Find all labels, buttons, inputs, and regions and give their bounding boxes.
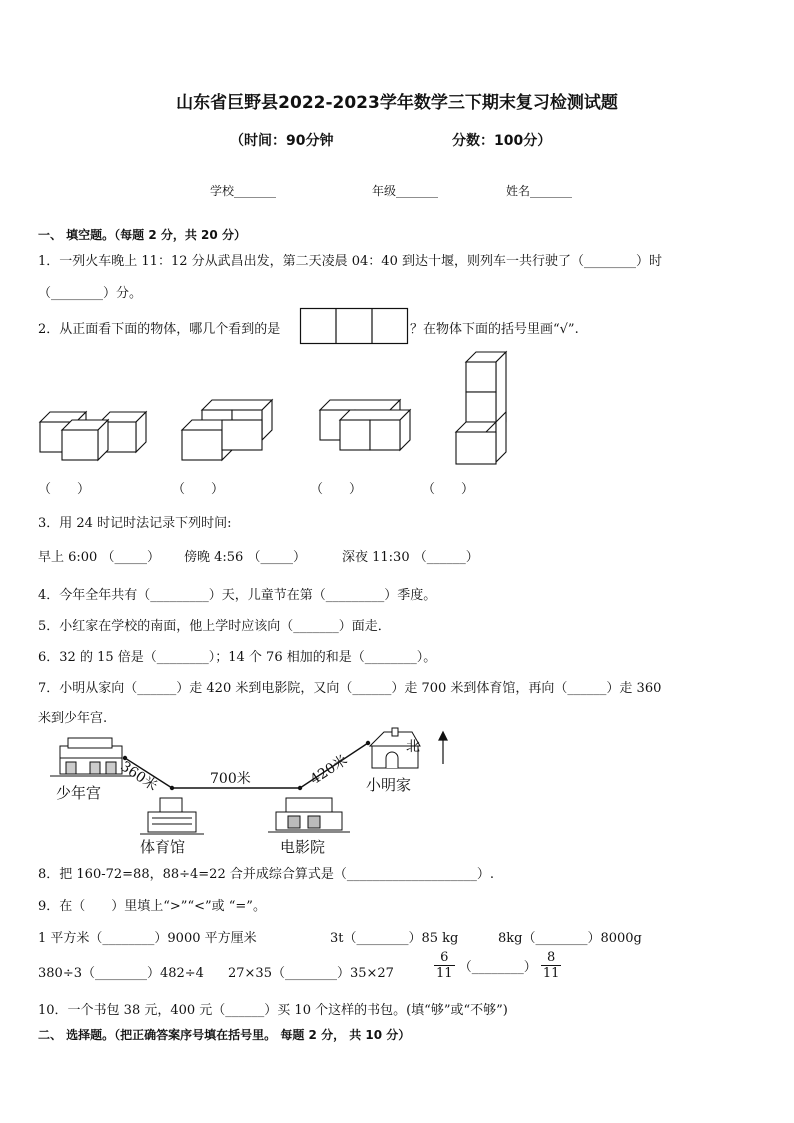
compare-5: 27×35（________）35×27 bbox=[228, 966, 394, 981]
fraction-6-11: $\frac{6}{11}$ bbox=[436, 950, 453, 981]
compare-2: 3t（________）85 kg bbox=[330, 931, 459, 946]
section-2-heading: 二、 选择题。（把正确答案序号填在括号里。 每题 2 分， 共 10 分） bbox=[38, 1028, 411, 1042]
grade-line: _______ bbox=[396, 184, 439, 198]
exam-time: （时间：90分钟 bbox=[230, 133, 334, 149]
question-10-text: 10．一个书包 38 元，400 元（______）买 10 个这样的书包。(填“够”或“不够”) bbox=[38, 1003, 508, 1018]
fraction-8-11: $\frac{8}{11}$ bbox=[542, 950, 560, 981]
page-title: 山东省巨野县2022-2023学年数学三下期末复习检测试题 bbox=[176, 93, 618, 113]
home-label: 小明家 bbox=[366, 776, 412, 794]
distance-420-label: 420米 bbox=[307, 752, 351, 788]
answer-paren-4: （ ） bbox=[422, 482, 475, 497]
three-square-view-figure bbox=[300, 308, 408, 344]
compare-4: 380÷3（________）482÷4 bbox=[38, 966, 204, 981]
question-2-text-b: ？在物体下面的括号里画“√”. bbox=[410, 322, 579, 337]
gym-icon bbox=[140, 798, 204, 834]
school-line: _______ bbox=[234, 184, 277, 198]
question-2-text-a: 2．从正面看下面的物体，哪几个看到的是 bbox=[38, 322, 281, 337]
grade-field bbox=[372, 182, 438, 199]
question-8-text: 8．把 160-72=88，88÷4=22 合并成综合算式是（____________________）. bbox=[38, 867, 494, 882]
name-line: _______ bbox=[530, 184, 573, 198]
grade-label: 年级 bbox=[372, 184, 397, 198]
youth-palace-label: 少年宫 bbox=[56, 784, 102, 802]
compare-1: 1 平方米（________）9000 平方厘米 bbox=[38, 931, 257, 946]
name-label: 姓名 bbox=[506, 184, 531, 198]
section-1-heading: 一、 填空题。（每题 2 分，共 20 分） bbox=[38, 228, 246, 242]
answer-paren-1: （ ） bbox=[38, 482, 91, 497]
exam-score: 分数：100分） bbox=[452, 133, 552, 149]
fraction-compare-blank: （________） bbox=[458, 960, 537, 975]
question-7-line2: 米到少年宫. bbox=[38, 711, 108, 726]
answer-paren-3: （ ） bbox=[310, 482, 363, 497]
question-5-text: 5．小红家在学校的南面，他上学时应该向（_______）面走． bbox=[38, 619, 391, 634]
distance-360-label: 360米 bbox=[117, 758, 161, 795]
question-4-text: 4．今年全年共有（_________）天，儿童节在第（_________）季度。 bbox=[38, 588, 437, 603]
question-1-line1: 1．一列火车晚上 11：12 分从武昌出发，第二天凌晨 04：40 到达十堰，则列车一共行驶了（________）时 bbox=[38, 254, 662, 269]
question-3-item-3: 深夜 11:30 （______） bbox=[342, 550, 479, 565]
cube-figure-2 bbox=[180, 398, 280, 466]
question-9-text: 9．在（ ）里填上“>”“<”或 “=”。 bbox=[38, 899, 266, 914]
gym-label: 体育馆 bbox=[140, 838, 186, 856]
name-field bbox=[506, 182, 572, 199]
north-arrow-icon bbox=[439, 732, 447, 764]
question-3-item-2: 傍晚 4:56 （_____） bbox=[184, 550, 306, 565]
question-3-item-1: 早上 6:00 （_____） bbox=[38, 550, 160, 565]
cinema-icon bbox=[268, 798, 350, 832]
cube-figure-1 bbox=[38, 400, 153, 465]
cube-figure-4 bbox=[454, 350, 514, 470]
compare-3: 8kg（________）8000g bbox=[498, 931, 642, 946]
distance-700-label: 700米 bbox=[210, 771, 251, 787]
question-1-line2: （________）分。 bbox=[38, 286, 143, 301]
cinema-label: 电影院 bbox=[280, 838, 326, 856]
cube-figure-3 bbox=[318, 398, 418, 464]
school-label: 学校 bbox=[210, 184, 235, 198]
question-6-text: 6．32 的 15 倍是（________）；14 个 76 相加的和是（________）。 bbox=[38, 650, 437, 665]
question-3-text: 3．用 24 时记时法记录下列时间: bbox=[38, 516, 232, 531]
question-7-line1: 7．小明从家向（______）走 420 米到电影院，又向（______）走 700 米到体育馆，再向（______）走 360 bbox=[38, 681, 662, 696]
answer-paren-2: （ ） bbox=[172, 482, 225, 497]
north-label: 北 bbox=[406, 739, 420, 755]
compare-fractions bbox=[434, 950, 561, 981]
school-field bbox=[210, 182, 276, 199]
